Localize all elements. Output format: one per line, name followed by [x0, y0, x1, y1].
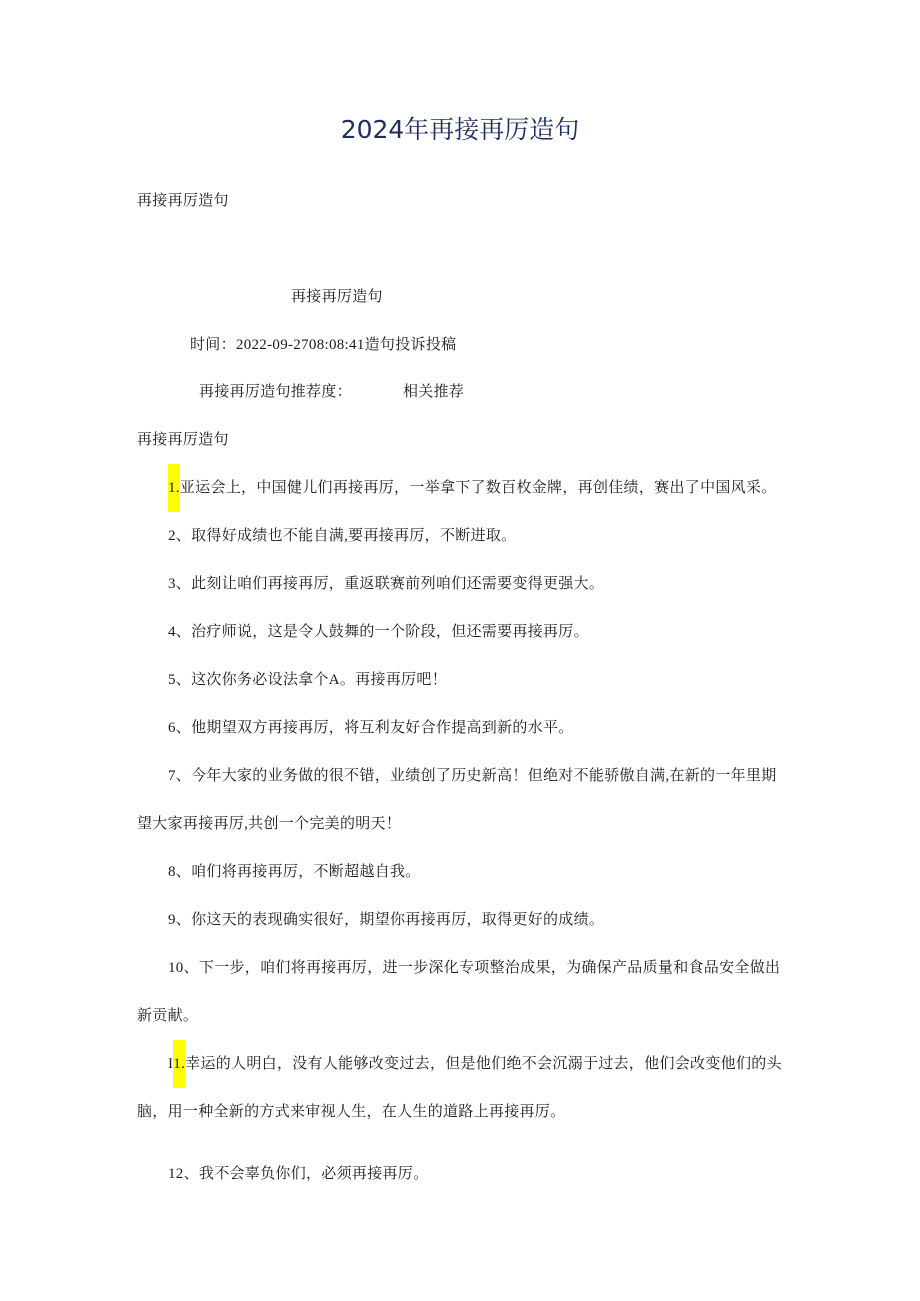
- sentence-8: 8、咱们将再接再厉，不断超越自我。: [168, 864, 421, 880]
- top-label: 再接再厉造句: [137, 193, 229, 209]
- document-title: 2024年再接再厉造句: [340, 115, 580, 144]
- sentence-list: [137, 416, 797, 1198]
- sentence-6: 6、他期望双方再接再厉，将互利友好合作提高到新的水平。: [168, 720, 574, 736]
- sentence-2: 2、取得好成绩也不能自满,要再接再厉，不断进取。: [168, 528, 517, 544]
- sentence-11: [137, 1040, 797, 1088]
- sentence-5: 5、这次你务必设法拿个A。再接再厉吧！: [168, 672, 448, 688]
- sentence-10: 10、下一步，咱们将再接再厉，进一步深化专项整治成果，为确保产品质量和食品安全做出: [168, 960, 781, 976]
- sentence-3: 3、此刻让咱们再接再厉，重返联赛前列咱们还需要变得更强大。: [168, 576, 605, 592]
- sentence-7: 7、今年大家的业务做的很不错，业绩创了历史新高！但绝对不能骄傲自满,在新的一年里期: [168, 768, 777, 784]
- sentence-text: 亚运会上，中国健儿们再接再厉，一举拿下了数百枚金牌，再创佳绩，赛出了中国风采。: [179, 480, 777, 496]
- sentence-7-continued: 望大家再接再厉,共创一个完美的明天！: [137, 816, 402, 832]
- section-label: 再接再厉造句: [137, 432, 229, 448]
- sentence-1: [137, 464, 797, 512]
- sentence-10-continued: 新贡献。: [137, 1008, 199, 1024]
- article-meta: 时间：2022-09-2708:08:41造句投诉投稿: [190, 337, 457, 353]
- highlight-mark: 1.: [168, 464, 180, 512]
- sentence-lead: I: [168, 1056, 174, 1072]
- sentence-text: 幸运的人明白，没有人能够改变过去，但是他们绝不会沉溺于过去，他们会改变他们的头: [185, 1056, 782, 1072]
- sentence-4: 4、治疗师说，这是令人鼓舞的一个阶段，但还需要再接再厉。: [168, 624, 589, 640]
- sentence-11-continued: 脑，用一种全新的方式来审视人生，在人生的道路上再接再厉。: [137, 1104, 566, 1120]
- sentence-12: 12、我不会辜负你们，必须再接再厉。: [168, 1166, 429, 1182]
- article-heading: 再接再厉造句: [291, 289, 383, 305]
- recommend-label: 再接再厉造句推荐度：: [199, 384, 353, 400]
- related-label: 相关推荐: [403, 384, 465, 400]
- highlight-mark: 1.: [173, 1040, 185, 1088]
- sentence-9: 9、你这天的表现确实很好，期望你再接再厉，取得更好的成绩。: [168, 912, 605, 928]
